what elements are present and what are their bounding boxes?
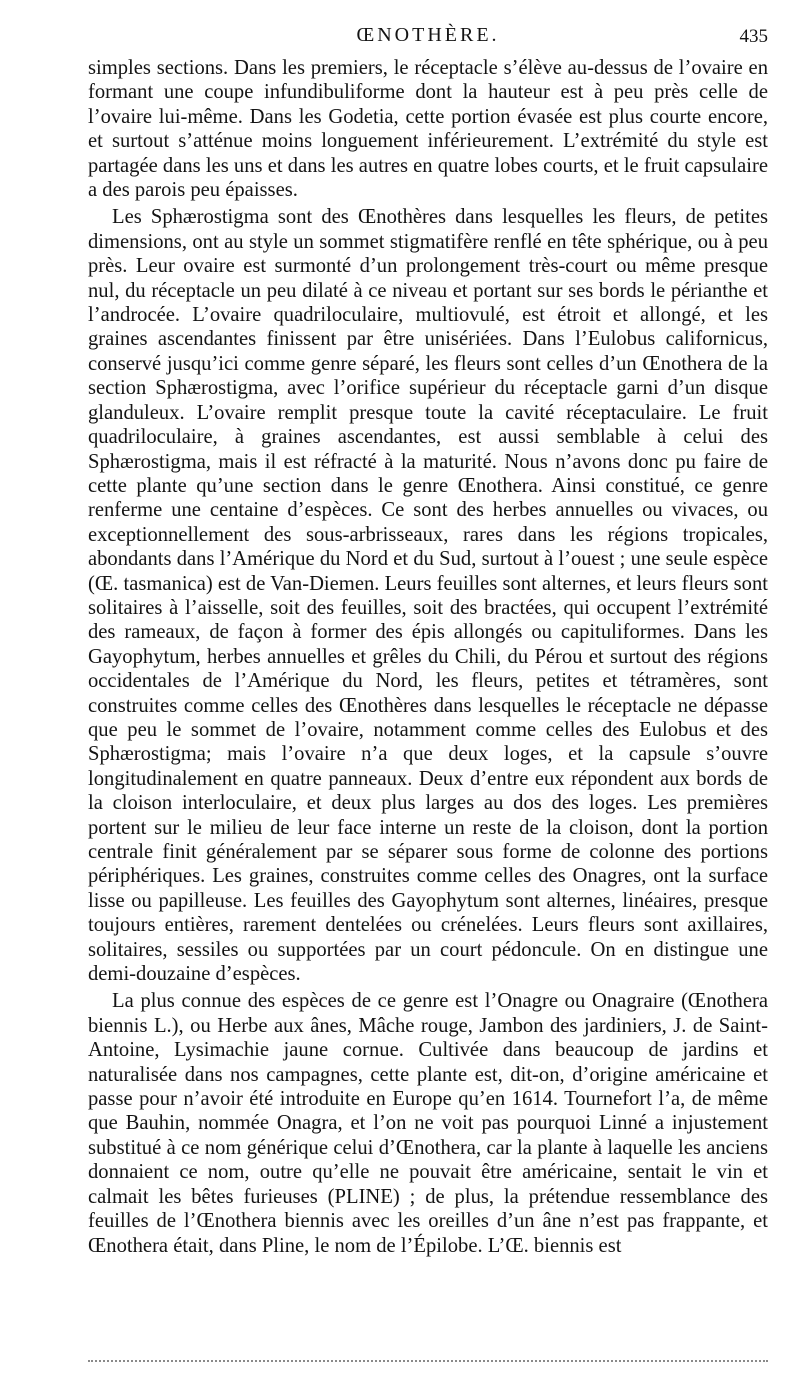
page-number: 435 xyxy=(739,26,768,47)
paragraph-onagre: La plus connue des espèces de ce genre est l’Onagre ou Onagraire (Œnothera biennis L.), ou Herbe aux ânes, Mâche rouge, Jambon des jardiniers, J. de Saint-Antoine, Lysimachie jaune cornue. Cultivée dans beaucoup de jardins et naturalisée dans nos campagnes, cette plante est, dit-on, d’origine américaine et passe pour n’avoir été introduite en Europe qu’en 1614. Tournefort l’a, de même que Bauhin, nommée Onagra, et l’on ne voit pas pourquoi Linné a injustement substitué à ce nom générique celui d’Œnothera, car la plante à laquelle les anciens donnaient ce nom, outre qu’elle ne pouvait être américaine, sentait le vin et calmait les bêtes furieuses (PLINE) ; de plus, la prétendue ressemblance des feuilles de l’Œnothera biennis avec les oreilles d’un âne n’est pas frappante, et Œnothera était, dans Pline, le nom de l’Épilobe. L’Œ. biennis est xyxy=(88,990,768,1257)
paragraph-sphaerostigma: Les Sphærostigma sont des Œnothères dans lesquelles les fleurs, de petites dimensions, ont au style un sommet stigmatifère renflé en tête sphérique, ou à peu près. Leur ovaire est surmonté d’un prolongement très-court ou même presque nul, du réceptacle un peu dilaté à ce niveau et portant sur ses bords le périanthe et l’androcée. L’ovaire quadriloculaire, multiovulé, est étroit et allongé, et les graines ascendantes finissent par être unisériées. Dans l’Eulobus californicus, conservé jusqu’ici comme genre séparé, les fleurs sont celles d’un Œnothera de la section Sphærostigma, avec l’orifice supérieur du réceptacle garni d’un disque glanduleux. L’ovaire remplit presque toute la cavité réceptaculaire. Le fruit quadriloculaire, à graines ascendantes, est aussi semblable à celui des Sphærostigma, mais il est réfracté à la maturité. Nous n’avons donc pu faire de cette plante qu’une section dans le genre Œnothera. Ainsi constitué, ce genre renferme une centaine d’espèces. Ce sont des herbes annuelles ou vivaces, ou exceptionnellement des sous-arbrisseaux, rares dans les régions tropicales, abondants dans l’Amérique du Nord et du Sud, surtout à l’ouest ; une seule espèce (Œ. tasmanica) est de Van-Diemen. Leurs feuilles sont alternes, et leurs fleurs sont solitaires à l’aisselle, soit des feuilles, soit des bractées, qui occupent l’extrémité des rameaux, de façon à former des épis allongés ou capituliformes. Dans les Gayophytum, herbes annuelles et grêles du Chili, du Pérou et surtout des régions occidentales de l’Amérique du Nord, les fleurs, petites et tétramères, sont construites comme celles des Œnothères dans lesquelles le réceptacle ne dépasse que peu le sommet de l’ovaire, notamment comme celles des Eulobus et des Sphærostigma; mais l’ovaire n’a que deux loges, et la capsule s’ouvre longitudinalement en quatre panneaux. Deux d’entre eux répondent aux bords de la cloison interloculaire, et deux plus larges au dos des loges. Les premières portent sur le milieu de leur face interne un reste de la cloison, dont la portion centrale finit généralement par se séparer sous forme de colonne des portions périphériques. Les graines, construites comme celles des Onagres, ont la surface lisse ou papilleuse. Les feuilles des Gayophytum sont alternes, linéaires, presque toujours entières, rarement dentelées ou crénelées. Leurs fleurs sont axillaires, solitaires, sessiles ou supportées par un court pédoncule. On en distingue une demi-douzaine d’espèces. xyxy=(88,206,768,986)
running-title: ŒNOTHÈRE. xyxy=(356,24,500,46)
paragraph-continuation: simples sections. Dans les premiers, le réceptacle s’élève au-dessus de l’ovaire en formant une coupe infundibuliforme dont la hauteur est à peu près celle de l’ovaire lui-même. Dans les Godetia, cette portion évasée est plus courte encore, et surtout s’atténue moins longuement inférieurement. L’extrémité du style est partagée dans les uns et dans les autres en quatre lobes courts, et le fruit capsulaire a des parois peu épaisses. xyxy=(88,57,768,202)
footer-dotted-rule xyxy=(88,1360,768,1362)
running-head xyxy=(88,24,768,54)
body-text xyxy=(88,56,768,1258)
